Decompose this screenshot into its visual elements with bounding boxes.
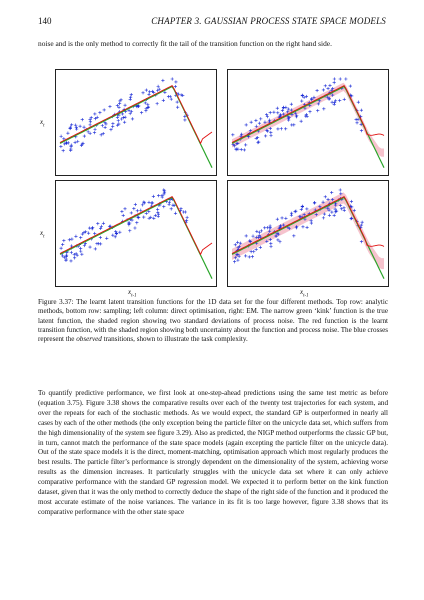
data-cross bbox=[157, 85, 160, 88]
data-cross bbox=[315, 89, 318, 92]
caption-text: The learnt latent transition functions for the 1D data set for the four different methods. Top row: analytic methods, bottom row: sampling; left column: direct optimisation, right: EM. The narrow green ‘kink’ function is the true latent function, the shaded region showing two standard deviations of process noise. The red function is the learnt transition function, with the shaded region showing both uncertainty about the function and process noise. The blue crosses represent the bbox=[38, 298, 388, 344]
body-paragraph: To quantify predictive performance, we first look at one-step-ahead predictions using the same test metric as before (equation 3.75). Figure 3.38 shows the comparative results over each of the twenty test trajectories for each system, and over the repeats for each of the stochastic methods. As we would expect, the standard GP is outperformed in nearly all cases by each of the other methods (the only exception being the particle filter on the unicycle data set, which suffers from the high dimensionality of the system see figure 3.29). Also as predicted, the NIGP method outperforms the classic GP but, in turn, cannot match the performance of the state space models (again excepting the particle filter on the unicycle data). Out of the state space models it is the direct, moment-matching, optimisation approach which most regularly produces the best results. The particle filter’s performance is strongly dependent on the dimensionality of the system, achieving worse results as the dimension increases. It particularly struggles with the unicycle data set where it can only achieve comparative performance with the standard GP regression model. We expected it to perform better on the kink function dataset, given that it was the only method to correctly deduce the shape of the right side of the function and it produced the most accurate estimate of the noise variances. The variance in its fit is too large however, figure 3.38 shows that its comparative performance with the other state space bbox=[38, 389, 388, 516]
intro-paragraph: noise and is the only method to correctly fit the tail of the transition function on the right hand side. bbox=[38, 39, 332, 48]
learnt-function-line bbox=[60, 86, 212, 144]
data-cross bbox=[292, 234, 295, 237]
data-cross bbox=[134, 203, 137, 206]
data-cross bbox=[88, 226, 91, 229]
running-head: CHAPTER 3. GAUSSIAN PROCESS STATE SPACE MODELS bbox=[151, 16, 386, 26]
data-cross bbox=[301, 225, 304, 228]
plot-panel-bottom-right bbox=[227, 180, 389, 287]
data-cross bbox=[99, 242, 102, 245]
data-cross bbox=[82, 126, 85, 129]
data-cross bbox=[344, 77, 347, 80]
data-cross bbox=[66, 132, 69, 135]
caption-label: Figure 3.37: bbox=[38, 298, 74, 306]
data-cross bbox=[146, 103, 149, 106]
data-cross bbox=[100, 225, 103, 228]
data-cross bbox=[259, 117, 262, 120]
data-cross bbox=[244, 143, 247, 146]
data-cross bbox=[328, 84, 331, 87]
data-cross bbox=[174, 212, 177, 215]
data-cross bbox=[129, 98, 132, 101]
data-cross bbox=[89, 132, 92, 135]
data-cross bbox=[88, 123, 91, 126]
x-axis-label-left: $x_{t-1}$ bbox=[128, 288, 137, 299]
data-cross bbox=[74, 235, 77, 238]
data-cross bbox=[322, 216, 325, 219]
data-cross bbox=[130, 211, 133, 214]
data-cross bbox=[276, 111, 279, 114]
data-cross bbox=[322, 88, 325, 91]
data-cross bbox=[152, 217, 155, 220]
data-cross bbox=[168, 201, 171, 204]
data-cross bbox=[111, 234, 114, 237]
data-cross bbox=[96, 222, 99, 225]
data-cross bbox=[174, 80, 177, 83]
data-cross bbox=[264, 134, 267, 137]
data-cross bbox=[152, 195, 155, 198]
data-cross bbox=[81, 232, 84, 235]
data-cross bbox=[259, 246, 262, 249]
data-cross bbox=[93, 232, 96, 235]
caption-emphasis: observed bbox=[76, 335, 102, 344]
data-cross bbox=[147, 201, 150, 204]
data-cross bbox=[93, 112, 96, 115]
data-cross bbox=[124, 116, 127, 119]
plot-svg bbox=[228, 181, 388, 286]
data-cross bbox=[87, 232, 90, 235]
data-cross bbox=[171, 77, 174, 80]
data-cross bbox=[156, 211, 159, 214]
y-axis-label-top: $x_t$ bbox=[40, 118, 45, 129]
data-cross bbox=[183, 118, 186, 121]
data-cross bbox=[182, 210, 185, 213]
data-cross bbox=[111, 122, 114, 125]
data-cross bbox=[338, 99, 341, 102]
data-cross bbox=[116, 104, 119, 107]
data-cross bbox=[135, 221, 138, 224]
data-cross bbox=[361, 221, 364, 224]
data-cross bbox=[70, 238, 73, 241]
data-cross bbox=[272, 111, 275, 114]
data-cross bbox=[129, 96, 132, 99]
data-cross bbox=[266, 115, 269, 118]
data-cross bbox=[78, 125, 81, 128]
data-cross bbox=[104, 126, 107, 129]
data-cross bbox=[233, 260, 236, 263]
data-cross bbox=[145, 89, 148, 92]
data-cross bbox=[131, 117, 134, 120]
data-cross bbox=[349, 84, 352, 87]
data-cross bbox=[248, 255, 251, 258]
plot-svg bbox=[56, 181, 216, 286]
data-cross bbox=[122, 214, 125, 217]
x-axis-label-right: $x_{t-1}$ bbox=[300, 288, 309, 299]
data-cross bbox=[109, 128, 112, 131]
data-cross bbox=[101, 124, 104, 127]
data-cross bbox=[148, 90, 151, 93]
data-cross bbox=[231, 133, 234, 136]
data-cross bbox=[236, 148, 239, 151]
data-cross bbox=[278, 240, 281, 243]
data-cross bbox=[330, 211, 333, 214]
data-cross bbox=[111, 125, 114, 128]
data-cross bbox=[343, 98, 346, 101]
data-cross bbox=[162, 99, 165, 102]
data-cross bbox=[59, 247, 62, 250]
data-cross bbox=[79, 236, 82, 239]
data-cross bbox=[142, 215, 145, 218]
data-cross bbox=[128, 229, 131, 232]
data-cross bbox=[260, 229, 263, 232]
data-cross bbox=[330, 191, 333, 194]
data-cross bbox=[245, 123, 248, 126]
data-cross bbox=[139, 209, 142, 212]
data-cross bbox=[118, 231, 121, 234]
data-cross bbox=[333, 77, 336, 80]
data-cross bbox=[87, 130, 90, 133]
data-cross bbox=[326, 87, 329, 90]
data-cross bbox=[108, 105, 111, 108]
data-cross bbox=[265, 113, 268, 116]
data-cross bbox=[141, 91, 144, 94]
plot-panel-bottom-left bbox=[55, 180, 217, 287]
data-cross bbox=[350, 200, 353, 203]
data-cross bbox=[269, 134, 272, 137]
data-cross bbox=[324, 84, 327, 87]
data-cross bbox=[355, 121, 358, 124]
data-cross bbox=[284, 106, 287, 109]
data-cross bbox=[70, 251, 73, 254]
data-cross bbox=[157, 194, 160, 197]
data-cross bbox=[333, 214, 336, 217]
data-cross bbox=[301, 205, 304, 208]
data-cross bbox=[114, 235, 117, 238]
data-cross bbox=[115, 232, 118, 235]
data-cross bbox=[167, 203, 170, 206]
data-cross bbox=[116, 116, 119, 119]
data-cross bbox=[284, 217, 287, 220]
plot-svg bbox=[228, 70, 388, 175]
data-cross bbox=[305, 95, 308, 98]
data-cross bbox=[290, 212, 293, 215]
data-cross bbox=[94, 247, 97, 250]
data-cross bbox=[328, 214, 331, 217]
y-axis-label-bottom: $x_t$ bbox=[40, 229, 45, 240]
data-cross bbox=[300, 99, 303, 102]
plot-panel-top-left bbox=[55, 69, 217, 176]
data-cross bbox=[157, 213, 160, 216]
data-cross bbox=[98, 111, 101, 114]
data-cross bbox=[147, 93, 150, 96]
data-cross bbox=[254, 119, 257, 122]
data-cross bbox=[62, 239, 65, 242]
data-cross bbox=[156, 208, 159, 211]
data-cross bbox=[333, 81, 336, 84]
data-cross bbox=[243, 148, 246, 151]
data-cross bbox=[324, 195, 327, 198]
data-cross bbox=[140, 111, 143, 114]
data-cross bbox=[244, 254, 247, 257]
plot-panel-top-right bbox=[227, 69, 389, 176]
data-cross bbox=[123, 121, 126, 124]
data-cross bbox=[83, 134, 86, 137]
data-cross bbox=[127, 223, 130, 226]
data-cross bbox=[73, 256, 76, 259]
data-cross bbox=[59, 145, 62, 148]
data-cross bbox=[300, 120, 303, 123]
data-cross bbox=[67, 141, 70, 144]
data-cross bbox=[181, 94, 184, 97]
data-cross bbox=[120, 210, 123, 213]
data-cross bbox=[322, 107, 325, 110]
data-cross bbox=[80, 253, 83, 256]
data-cross bbox=[123, 207, 126, 210]
data-cross bbox=[292, 123, 295, 126]
data-cross bbox=[360, 109, 363, 112]
data-cross bbox=[132, 207, 135, 210]
plot-svg bbox=[56, 70, 216, 175]
data-cross bbox=[150, 201, 153, 204]
data-cross bbox=[174, 85, 177, 88]
data-cross bbox=[333, 103, 336, 106]
data-cross bbox=[339, 188, 342, 191]
true-function-line bbox=[232, 87, 384, 168]
data-cross bbox=[75, 127, 78, 130]
data-cross bbox=[167, 95, 170, 98]
data-cross bbox=[154, 214, 157, 217]
data-cross bbox=[147, 105, 150, 108]
data-cross bbox=[269, 131, 272, 134]
data-cross bbox=[144, 101, 147, 104]
data-cross bbox=[63, 142, 66, 145]
data-cross bbox=[316, 109, 319, 112]
data-cross bbox=[156, 102, 159, 105]
data-cross bbox=[180, 93, 183, 96]
data-cross bbox=[117, 106, 120, 109]
data-cross bbox=[263, 226, 266, 229]
data-cross bbox=[93, 131, 96, 134]
data-cross bbox=[290, 103, 293, 106]
data-cross bbox=[305, 226, 308, 229]
learnt-function-line bbox=[60, 197, 212, 255]
data-cross bbox=[305, 207, 308, 210]
data-cross bbox=[161, 79, 164, 82]
data-cross bbox=[162, 205, 165, 208]
data-cross bbox=[360, 129, 363, 132]
data-cross bbox=[123, 104, 126, 107]
data-cross bbox=[313, 201, 316, 204]
data-cross bbox=[284, 127, 287, 130]
data-cross bbox=[252, 250, 255, 253]
data-cross bbox=[145, 212, 148, 215]
data-cross bbox=[99, 227, 102, 230]
data-cross bbox=[88, 245, 91, 248]
data-cross bbox=[79, 247, 82, 250]
data-cross bbox=[276, 238, 279, 241]
data-cross bbox=[117, 119, 120, 122]
data-cross bbox=[301, 94, 304, 97]
data-cross bbox=[105, 237, 108, 240]
data-cross bbox=[251, 255, 254, 258]
data-cross bbox=[69, 259, 72, 262]
data-cross bbox=[276, 107, 279, 110]
true-function-line bbox=[60, 198, 212, 279]
data-cross bbox=[102, 222, 105, 225]
data-cross bbox=[269, 245, 272, 248]
data-cross bbox=[186, 216, 189, 219]
data-cross bbox=[250, 121, 253, 124]
data-cross bbox=[170, 207, 173, 210]
data-cross bbox=[276, 218, 279, 221]
data-cross bbox=[234, 243, 237, 246]
data-cross bbox=[245, 234, 248, 237]
data-cross bbox=[240, 148, 243, 151]
data-cross bbox=[82, 231, 85, 234]
data-cross bbox=[179, 207, 182, 210]
data-cross bbox=[269, 111, 272, 114]
data-cross bbox=[99, 236, 102, 239]
data-cross bbox=[276, 127, 279, 130]
data-cross bbox=[357, 101, 360, 104]
data-cross bbox=[62, 149, 65, 152]
data-cross bbox=[280, 216, 283, 219]
data-cross bbox=[130, 93, 133, 96]
data-cross bbox=[136, 209, 139, 212]
data-cross bbox=[236, 259, 239, 262]
data-cross bbox=[74, 124, 77, 127]
data-cross bbox=[185, 219, 188, 222]
data-cross bbox=[89, 120, 92, 123]
data-cross bbox=[60, 135, 63, 138]
data-cross bbox=[141, 203, 144, 206]
data-cross bbox=[308, 110, 311, 113]
data-cross bbox=[251, 235, 254, 238]
data-cross bbox=[269, 242, 272, 245]
data-cross bbox=[61, 243, 64, 246]
data-cross bbox=[93, 128, 96, 131]
data-cross bbox=[176, 106, 179, 109]
data-cross bbox=[280, 127, 283, 130]
data-cross bbox=[176, 100, 179, 103]
data-cross bbox=[339, 77, 342, 80]
figure-caption bbox=[38, 298, 388, 344]
data-cross bbox=[360, 240, 363, 243]
data-cross bbox=[68, 238, 71, 241]
caption-text-end: transitions, shown to illustrate the task complexity. bbox=[101, 335, 248, 344]
data-cross bbox=[258, 122, 261, 125]
data-cross bbox=[236, 241, 239, 244]
page-number: 140 bbox=[38, 16, 52, 26]
data-cross bbox=[84, 230, 87, 233]
data-cross bbox=[103, 108, 106, 111]
data-cross bbox=[133, 226, 136, 229]
data-cross bbox=[269, 226, 272, 229]
data-cross bbox=[81, 118, 84, 121]
